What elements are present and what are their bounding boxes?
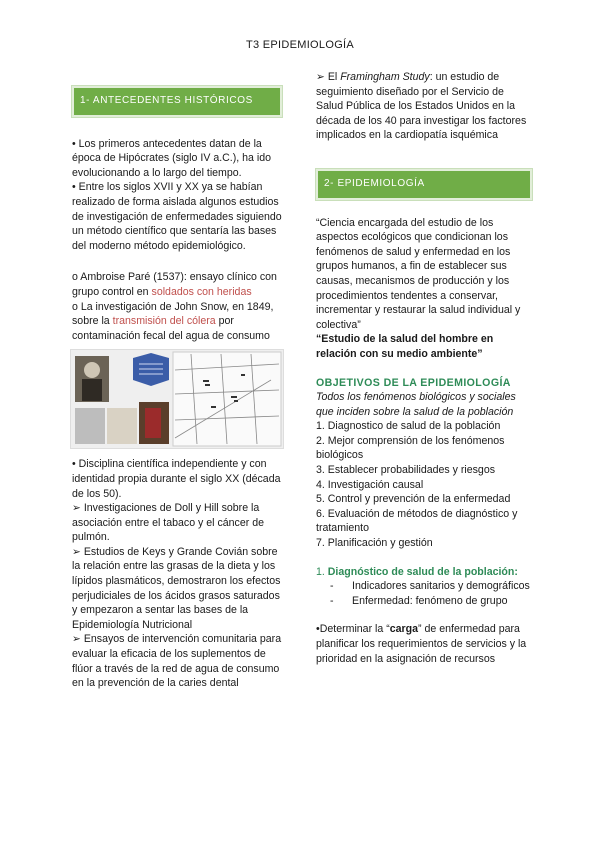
paragraph-disciplina: • Disciplina científica independiente y con identidad propia durante el siglo XX (década de los 50). <box>72 458 281 500</box>
objectives-subtitle: Todos los fenómenos biológicos y sociales que inciden sobre la salud de la población <box>316 391 516 418</box>
diagnostico-heading: 1. Diagnóstico de salud de la población: <box>316 565 518 578</box>
page-title: T3 EPIDEMIOLOGÍA <box>245 39 355 51</box>
diagnostico-list <box>316 579 532 608</box>
objective-item: 4. Investigación causal <box>316 478 424 491</box>
objective-item: 7. Planificación y gestión <box>316 537 433 550</box>
section-heading-epidemiologia: 2- EPIDEMIOLOGÍA <box>316 169 532 200</box>
section-heading-antecedentes: 1- ANTECEDENTES HISTÓRICOS <box>72 86 282 117</box>
list-item: - Indicadores sanitarios y demográficos <box>352 579 532 594</box>
objectives-list <box>316 419 532 550</box>
paragraph-pare: o Ambroise Paré (1537): ensayo clínico con grupo control en soldados con heridas <box>72 271 277 298</box>
paragraph-keys-grande: ➢ Estudios de Keys y Grande Covián sobre la relación entre las grasas de la dieta y los lípidos plasmáticos, demostraron los efectos perjudiciales de los ácidos grasos saturados y empezaron a sentar las bases de la Epidemiología Nutricional <box>72 545 281 631</box>
objective-item: 6. Evaluación de métodos de diagnóstico y tratamiento <box>316 507 518 535</box>
cholera-map-illustration <box>71 350 283 448</box>
objective-item: 2. Mejor comprensión de los fenómenos biológicos <box>316 434 505 462</box>
definition-quote-bold: “Estudio de la salud del hombre en relación con su medio ambiente” <box>316 333 494 360</box>
left-column <box>72 86 282 691</box>
definition-quote: “Ciencia encargada del estudio de los aspectos ecológicos que condicionan los fenómenos de salud y enfermedad en los grupos humanos, a fin de establecer sus causas, mecanismos de producción y los procedimientos tendentes a conservar, incrementar y restaurar la salud individual y colectiva” <box>316 216 521 331</box>
paragraph-carga: •Determinar la “carga” de enfermedad para planificar los requerimientos de servicios y la prioridad en la asignación de recursos <box>316 623 527 665</box>
right-column <box>316 70 532 666</box>
paragraph-snow: o La investigación de John Snow, en 1849, sobre la transmisión del cólera por contaminación fecal del agua de consumo <box>72 300 274 342</box>
paragraph-siglos: • Entre los siglos XVII y XX ya se habían realizado de forma aislada algunos estudios de investigación de enfermedades siguiendo un método científico que sentaría las bases del moderno método epidemiológico. <box>72 181 282 252</box>
list-item: - Enfermedad: fenómeno de grupo <box>352 594 532 609</box>
objective-item: 5. Control y prevención de la enfermedad <box>316 493 511 506</box>
john-snow-cholera-figure <box>70 349 284 449</box>
paragraph-fluor: ➢ Ensayos de intervención comunitaria para evaluar la eficacia de los suplementos de flúor a través de la red de agua de consumo en la prevención de la caries dental <box>72 633 282 690</box>
objective-item: 3. Establecer probabilidades y riesgos <box>316 464 496 477</box>
paragraph-hipocrates: • Los primeros antecedentes datan de la época de Hipócrates (siglo IV a.C.), ha ido evolucionando a lo largo del tiempo. <box>72 137 272 179</box>
objective-item: 1. Diagnostico de salud de la población <box>316 420 501 433</box>
objectives-heading: OBJETIVOS DE LA EPIDEMIOLOGÍA <box>316 376 511 389</box>
paragraph-doll-hill: ➢ Investigaciones de Doll y Hill sobre la asociación entre el tabaco y el cáncer de pulmón. <box>72 502 264 544</box>
paragraph-framingham: ➢ El Framingham Study: un estudio de seguimiento diseñado por el Servicio de Salud Pública de los Estados Unidos en la década de los 40 para investigar los factores implicados en la cardiopatía isquémica <box>316 71 527 142</box>
